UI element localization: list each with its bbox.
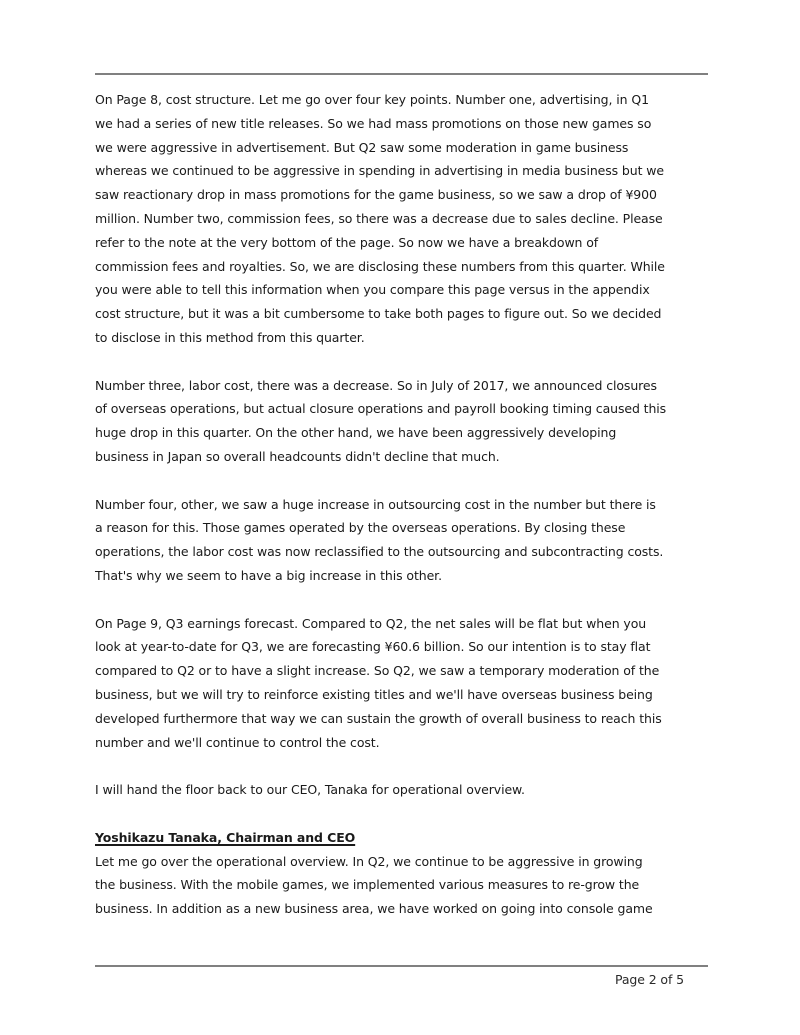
text-line: compared to Q2 or to have a slight increase. So Q2, we saw a temporary moderation of the [95,663,660,679]
text-line: to disclose in this method from this quarter. [95,329,365,345]
text-line: huge drop in this quarter. On the other hand, we have been aggressively developing [95,425,617,441]
text-line: cost structure, but it was a bit cumbersome to take both pages to figure out. So we decided [95,306,662,322]
header-divider [95,73,708,75]
text-line: we were aggressive in advertisement. But Q2 saw some moderation in game business [95,139,629,155]
text-line: million. Number two, commission fees, so there was a decrease due to sales decline. Please [95,210,663,226]
paragraph [95,493,715,588]
text-line: I will hand the floor back to our CEO, Tanaka for operational overview. [95,782,525,798]
paragraph [95,850,715,921]
text-line: business in Japan so overall headcounts didn't decline that much. [95,448,500,464]
text-line: look at year-to-date for Q3, we are forecasting ¥60.6 billion. So our intention is to stay flat [95,639,651,655]
text-line: business. In addition as a new business area, we have worked on going into console game [95,901,653,917]
text-line: On Page 9, Q3 earnings forecast. Compared to Q2, the net sales will be flat but when you [95,615,647,631]
text-line: Number three, labor cost, there was a decrease. So in July of 2017, we announced closures [95,377,657,393]
speaker-heading [95,826,715,850]
paragraph [95,88,715,350]
text-line: a reason for this. Those games operated by the overseas operations. By closing these [95,520,626,536]
text-line: number and we'll continue to control the cost. [95,734,380,750]
text-line: That's why we seem to have a big increase in this other. [95,567,442,583]
text-line: business, but we will try to reinforce existing titles and we'll have overseas business being [95,686,653,702]
footer-divider [95,965,708,967]
paragraph [95,612,715,755]
text-line: operations, the labor cost was now reclassified to the outsourcing and subcontracting costs. [95,544,664,560]
text-line: the business. With the mobile games, we implemented various measures to re-grow the [95,877,640,893]
paragraph [95,778,715,802]
page-number: Page 2 of 5 [614,972,684,987]
text-line: Yoshikazu Tanaka, Chairman and CEO [95,829,356,845]
text-line: saw reactionary drop in mass promotions for the game business, so we saw a drop of ¥900 [95,187,657,203]
text-line: developed furthermore that way we can sustain the growth of overall business to reach this [95,710,662,726]
text-line: commission fees and royalties. So, we are disclosing these numbers from this quarter. While [95,258,665,274]
text-line: you were able to tell this information when you compare this page versus in the appendix [95,282,650,298]
text-line: of overseas operations, but actual closure operations and payroll booking timing caused this [95,401,667,417]
text-line: Let me go over the operational overview. In Q2, we continue to be aggressive in growing [95,853,643,869]
text-line: we had a series of new title releases. So we had mass promotions on those new games so [95,115,652,131]
paragraph [95,374,715,469]
text-line: refer to the note at the very bottom of the page. So now we have a breakdown of [95,234,599,250]
text-line: whereas we continued to be aggressive in spending in advertising in media business but we [95,163,664,179]
text-line: Number four, other, we saw a huge increase in outsourcing cost in the number but there is [95,496,656,512]
text-line: On Page 8, cost structure. Let me go over four key points. Number one, advertising, in Q1 [95,92,649,107]
document-body [95,88,715,921]
